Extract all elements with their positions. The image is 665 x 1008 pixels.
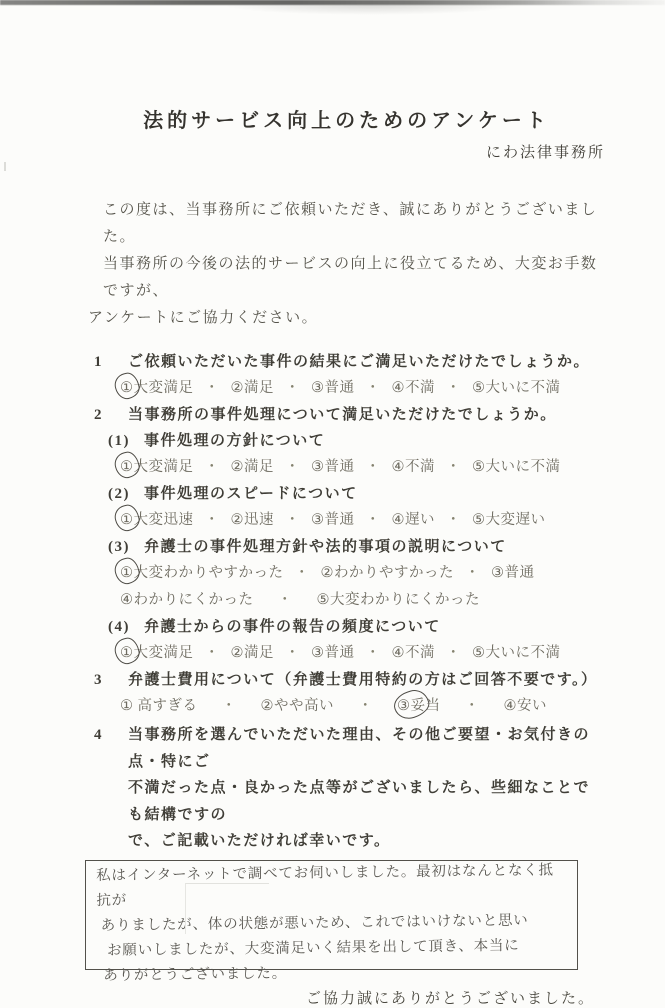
- question-4-line-1: 当事務所を選んでいただいた理由、その他ご要望・お気付きの点・特にご: [128, 727, 591, 770]
- subquestion-4: [88, 614, 605, 640]
- scan-artifact-rectangle: [185, 883, 269, 934]
- question-4: [88, 722, 605, 855]
- option-separator: ・: [204, 512, 220, 528]
- option-separator: ・: [294, 565, 310, 581]
- option-separator: ・: [204, 645, 220, 661]
- option: [392, 640, 436, 667]
- option-separator: ・: [365, 512, 381, 528]
- option-label: 大変満足: [133, 459, 194, 475]
- answer-circled-mark: ①: [120, 560, 134, 587]
- option-separator: ・: [221, 698, 237, 714]
- question-1: [88, 349, 605, 375]
- subquestion-4-text: 弁護士からの事件の報告の頻度について: [144, 619, 441, 635]
- option: [120, 375, 194, 402]
- subquestion-1-number: (1): [108, 433, 130, 449]
- question-2: [88, 402, 605, 428]
- option-separator: ・: [358, 698, 373, 714]
- option: [491, 560, 535, 587]
- option: [472, 454, 561, 481]
- question-4-number: 4: [94, 727, 103, 743]
- option-mark: ④: [120, 592, 134, 608]
- option: [311, 507, 355, 534]
- option: [231, 507, 275, 534]
- closing-note: ご協力誠にありがとうございました。: [305, 990, 595, 1007]
- option: [231, 375, 275, 402]
- option-label: 普通: [324, 645, 355, 661]
- subquestion-2-options: [88, 507, 605, 534]
- question-3-text: 弁護士費用について（弁護士費用特約の方はご回答不要です。）: [128, 672, 598, 688]
- option-label: 普通: [504, 565, 535, 581]
- option-label: 大変遅い: [485, 512, 546, 528]
- option-mark: ⑤: [472, 645, 486, 661]
- answer-circled-mark: ③: [397, 693, 411, 720]
- intro-paragraph: [88, 197, 605, 332]
- option-label: やや高い: [274, 698, 334, 714]
- subquestion-3: [88, 534, 605, 560]
- option-separator: ・: [464, 698, 480, 714]
- option-mark: ⑤: [472, 380, 486, 396]
- subquestion-1-options: [88, 454, 605, 481]
- option-mark: ②: [260, 698, 274, 714]
- option: [311, 640, 355, 667]
- subquestion-4-number: (4): [108, 619, 130, 635]
- subquestion-3-options-row-1: [88, 560, 605, 587]
- subquestion-3-number: (3): [108, 539, 130, 555]
- option-label: 遅い: [405, 512, 435, 528]
- question-4-line-2: 不満だった点・良かった点等がございましたら、些細なことでも結構ですの: [128, 780, 591, 823]
- option-separator: ・: [285, 512, 300, 528]
- option: [311, 375, 355, 402]
- question-4-line-3: で、ご記載いただければ幸いです。: [128, 833, 391, 849]
- option-label: 迅速: [244, 512, 274, 528]
- option: [321, 560, 455, 587]
- option-mark: ③: [311, 645, 325, 661]
- option: [392, 454, 436, 481]
- option-label: 普通: [324, 512, 355, 528]
- answer-circled-mark: ①: [120, 507, 134, 534]
- option-separator: ・: [465, 565, 480, 581]
- option-label: 大変満足: [133, 645, 194, 661]
- option-mark: ①: [120, 698, 134, 714]
- answer-circled-mark: ①: [120, 640, 134, 667]
- option-label: わかりやすかった: [334, 565, 454, 581]
- handwritten-line-3: お願いしましたが、大変満足いく結果を出して頂き、本当に: [106, 937, 520, 959]
- option: [231, 454, 275, 481]
- answer-circled-mark: ①: [120, 454, 134, 481]
- option-label: 妥当: [410, 698, 441, 714]
- option-separator: ・: [365, 459, 381, 475]
- option-label: 大いに不満: [485, 645, 561, 661]
- intro-line-1: この度は、当事務所にご依頼いただき、誠にありがとうございました。: [103, 202, 598, 245]
- option: [472, 507, 546, 534]
- option-separator: ・: [446, 459, 461, 475]
- option-separator: ・: [285, 645, 300, 661]
- option-mark: ②: [230, 645, 244, 661]
- option-mark: ②: [230, 380, 244, 396]
- question-2-text: 当事務所の事件処理について満足いただけたでしょうか。: [128, 407, 557, 423]
- option: [392, 507, 436, 534]
- option-separator: ・: [285, 380, 300, 396]
- option-mark: ④: [391, 512, 405, 528]
- option: [472, 640, 561, 667]
- option-separator: ・: [204, 459, 220, 475]
- option: [472, 375, 561, 402]
- option-label: 安い: [517, 698, 547, 714]
- option: [261, 693, 335, 720]
- question-1-text: ご依頼いただいた事件の結果にご満足いただけたでしょうか。: [128, 354, 591, 370]
- option-separator: ・: [446, 512, 461, 528]
- option: [120, 693, 198, 720]
- option-separator: ・: [446, 645, 461, 661]
- option: [120, 640, 194, 667]
- handwritten-comment: [96, 858, 568, 989]
- option: [397, 693, 441, 720]
- survey-title: 法的サービス向上のためのアンケート: [143, 110, 550, 132]
- option-mark: ③: [311, 512, 325, 528]
- comment-box: [85, 860, 578, 984]
- subquestion-2-text: 事件処理のスピードについて: [144, 486, 358, 502]
- option-mark: ③: [491, 565, 505, 581]
- question-3-options: [88, 693, 605, 720]
- option: [120, 507, 194, 534]
- subquestion-1: [88, 428, 605, 454]
- intro-line-2: 当事務所の今後の法的サービスの向上に役立てるため、大変お手数ですが、: [103, 256, 598, 299]
- option-label: 不満: [405, 645, 435, 661]
- question-1-options: [88, 375, 605, 402]
- question-4-text: [114, 722, 605, 855]
- option: [392, 375, 436, 402]
- handwritten-line-4: ありがとうございました。: [103, 965, 288, 984]
- option: [317, 587, 481, 614]
- option: [120, 454, 194, 481]
- option-label: 高すぎる: [137, 698, 198, 714]
- option-mark: ⑤: [472, 459, 486, 475]
- option: [120, 587, 254, 614]
- option-mark: ④: [391, 645, 405, 661]
- option-label: 普通: [324, 459, 355, 475]
- subquestion-4-options: [88, 640, 605, 667]
- option: [311, 454, 355, 481]
- option: [504, 693, 548, 720]
- option-label: 大変迅速: [133, 512, 194, 528]
- intro-line-3: アンケートにご協力ください。: [88, 310, 319, 326]
- question-2-number: 2: [94, 407, 103, 423]
- handwritten-line-2: ありましたが、体の状態が悪いため、これではいけないと思い: [100, 912, 529, 934]
- option-label: 普通: [324, 380, 355, 396]
- option-label: わかりにくかった: [133, 592, 254, 608]
- option-separator: ・: [365, 645, 381, 661]
- option-mark: ③: [311, 459, 325, 475]
- option-label: 大変わかりにくかった: [330, 592, 480, 608]
- question-3-number: 3: [94, 672, 103, 688]
- option-label: 満足: [244, 459, 274, 475]
- option-label: 大いに不満: [485, 380, 561, 396]
- option-mark: ②: [230, 512, 244, 528]
- handwritten-line-1: 私はインターネットで調べてお伺いしました。最初はなんとなく抵抗が: [96, 861, 554, 909]
- option: [120, 560, 284, 587]
- subquestion-2: [88, 481, 605, 507]
- option-separator: ・: [365, 380, 381, 396]
- option-mark: ⑤: [316, 592, 330, 608]
- option-label: 満足: [244, 380, 274, 396]
- option-separator: ・: [277, 592, 293, 608]
- subquestion-3-options-row-2: [88, 587, 605, 614]
- option-label: 大いに不満: [485, 459, 561, 475]
- option-mark: ②: [230, 459, 244, 475]
- option-mark: ②: [320, 565, 334, 581]
- option-mark: ④: [391, 459, 405, 475]
- subquestion-3-text: 弁護士の事件処理方針や法的事項の説明について: [144, 539, 507, 555]
- subquestion-1-text: 事件処理の方針について: [144, 433, 326, 449]
- subquestion-2-number: (2): [108, 486, 130, 502]
- office-name: にわ法律事務所: [485, 145, 605, 161]
- option-separator: ・: [204, 380, 220, 396]
- question-3: [88, 667, 605, 693]
- option-label: 大変満足: [133, 380, 194, 396]
- option-mark: ③: [311, 380, 325, 396]
- answer-circled-mark: ①: [120, 375, 134, 402]
- option-separator: ・: [446, 380, 461, 396]
- option-label: 不満: [405, 459, 435, 475]
- option-mark: ④: [391, 380, 405, 396]
- option-mark: ④: [503, 698, 517, 714]
- option-mark: ⑤: [472, 512, 486, 528]
- question-1-number: 1: [94, 354, 103, 370]
- option: [231, 640, 275, 667]
- option-label: 大変わかりやすかった: [133, 565, 284, 581]
- option-label: 不満: [405, 380, 435, 396]
- option-label: 満足: [244, 645, 274, 661]
- option-separator: ・: [285, 459, 300, 475]
